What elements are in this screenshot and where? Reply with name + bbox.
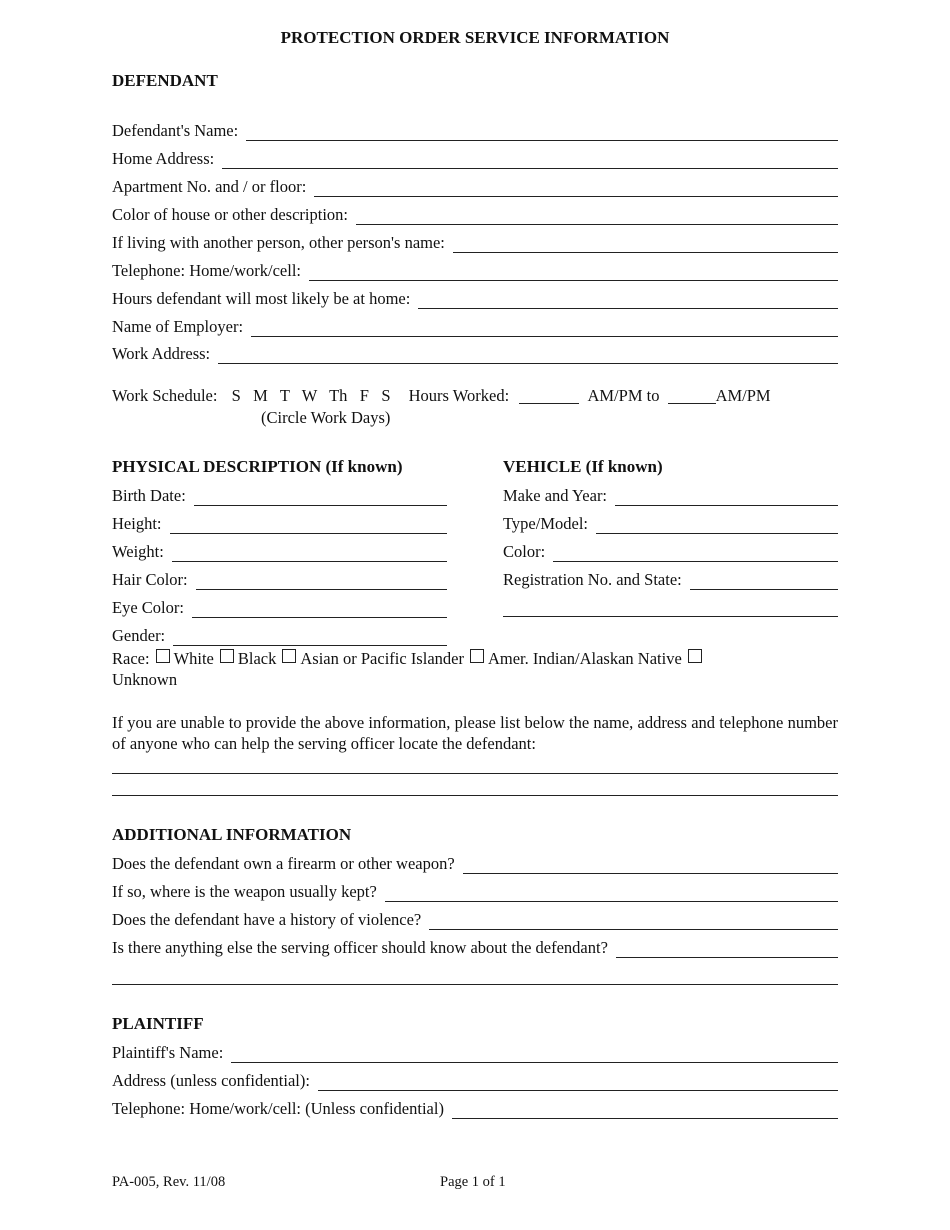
field-label: If living with another person, other person's name:: [112, 233, 445, 252]
hair-color-field[interactable]: [112, 568, 447, 590]
input-line[interactable]: [314, 180, 838, 197]
input-line[interactable]: [218, 347, 838, 364]
field-label: Hair Color:: [112, 570, 188, 589]
field-label: Birth Date:: [112, 486, 186, 505]
race-black-checkbox[interactable]: [220, 649, 234, 663]
input-line[interactable]: [172, 545, 447, 562]
input-line[interactable]: [196, 573, 447, 590]
input-line[interactable]: [309, 264, 838, 281]
ampm-to-label: AM/PM to: [587, 386, 660, 405]
input-line[interactable]: [385, 885, 838, 902]
race-unknown-checkbox[interactable]: [688, 649, 702, 663]
type-model-field[interactable]: [503, 512, 838, 534]
physical-heading: PHYSICAL DESCRIPTION (If known): [112, 457, 403, 476]
hours-at-home-field[interactable]: [112, 287, 838, 309]
input-line[interactable]: [170, 517, 448, 534]
telephone-field[interactable]: [112, 259, 838, 281]
field-label: Telephone: Home/work/cell:: [112, 261, 301, 280]
race-option: Asian or Pacific Islander: [300, 649, 464, 668]
locate-line-1[interactable]: [112, 773, 838, 774]
work-days[interactable]: S M T W Th F S: [231, 386, 391, 405]
work-schedule-row: [112, 386, 838, 406]
work-address-field[interactable]: [112, 342, 838, 364]
field-label: Plaintiff's Name:: [112, 1043, 224, 1062]
input-line[interactable]: [463, 857, 838, 874]
vehicle-heading: VEHICLE (If known): [503, 457, 663, 476]
gender-field[interactable]: [112, 624, 447, 646]
additional-heading: ADDITIONAL INFORMATION: [112, 825, 352, 844]
race-option: Amer. Indian/Alaskan Native: [487, 649, 682, 668]
defendant-name-field[interactable]: [112, 119, 838, 141]
field-label: Make and Year:: [503, 486, 608, 505]
anything-else-line-2[interactable]: [112, 984, 838, 985]
plaintiff-heading: PLAINTIFF: [112, 1014, 204, 1033]
race-option: White: [173, 649, 214, 668]
registration-extra-line[interactable]: [503, 616, 838, 617]
input-line[interactable]: [173, 629, 447, 646]
plaintiff-address-field[interactable]: [112, 1069, 838, 1091]
input-line[interactable]: [690, 573, 838, 590]
vehicle-color-field[interactable]: [503, 540, 838, 562]
field-label: Apartment No. and / or floor:: [112, 177, 307, 196]
input-line[interactable]: [615, 489, 838, 506]
input-line[interactable]: [429, 913, 838, 930]
weight-field[interactable]: [112, 540, 447, 562]
input-line[interactable]: [616, 941, 838, 958]
hours-worked-label: Hours Worked:: [408, 386, 510, 405]
other-person-field[interactable]: [112, 231, 838, 253]
employer-field[interactable]: [112, 315, 838, 337]
input-line[interactable]: [231, 1046, 838, 1063]
apartment-field[interactable]: [112, 175, 838, 197]
field-label: Work Address:: [112, 344, 211, 363]
field-label: Color:: [503, 542, 546, 561]
birth-date-field[interactable]: [112, 484, 447, 506]
input-line[interactable]: [251, 320, 838, 337]
ampm-label: AM/PM: [715, 386, 771, 405]
violence-history-field[interactable]: [112, 908, 838, 930]
anything-else-field[interactable]: [112, 936, 838, 958]
form-id: PA-005, Rev. 11/08: [112, 1174, 226, 1190]
firearm-field[interactable]: [112, 852, 838, 874]
field-label: Name of Employer:: [112, 317, 244, 336]
input-line[interactable]: [318, 1074, 838, 1091]
field-label: Defendant's Name:: [112, 121, 239, 140]
page-number: Page 1 of 1: [440, 1174, 506, 1190]
race-label: Race:: [112, 649, 150, 668]
field-label: Gender:: [112, 626, 166, 645]
input-line[interactable]: [222, 152, 838, 169]
field-label: Hours defendant will most likely be at home:: [112, 289, 411, 308]
input-line[interactable]: [192, 601, 447, 618]
make-year-field[interactable]: [503, 484, 838, 506]
work-schedule-label: Work Schedule:: [112, 386, 218, 405]
field-label: Address (unless confidential):: [112, 1071, 310, 1090]
race-row: [112, 648, 838, 690]
registration-field[interactable]: [503, 568, 838, 590]
input-line[interactable]: [418, 292, 838, 309]
field-label: Does the defendant have a history of violence?: [112, 910, 422, 929]
input-line[interactable]: [452, 1102, 838, 1119]
house-description-field[interactable]: [112, 203, 838, 225]
field-label: Color of house or other description:: [112, 205, 348, 224]
input-line[interactable]: [553, 545, 838, 562]
field-label: Type/Model:: [503, 514, 588, 533]
race-option: Unknown: [112, 670, 178, 689]
race-native-checkbox[interactable]: [470, 649, 484, 663]
field-label: Is there anything else the serving officer should know about the defendant?: [112, 938, 608, 957]
field-label: Telephone: Home/work/cell: (Unless confidential): [112, 1099, 444, 1118]
plaintiff-name-field[interactable]: [112, 1041, 838, 1063]
field-label: Registration No. and State:: [503, 570, 682, 589]
field-label: Home Address:: [112, 149, 215, 168]
locate-instructions: If you are unable to provide the above information, please list below the name, address and telephone number of anyone who can help the serving officer locate the defendant:: [112, 713, 838, 753]
plaintiff-telephone-field[interactable]: [112, 1097, 838, 1119]
field-label: Eye Color:: [112, 598, 184, 617]
hours-start-input[interactable]: [519, 387, 579, 404]
height-field[interactable]: [112, 512, 447, 534]
form-title: PROTECTION ORDER SERVICE INFORMATION: [280, 28, 670, 47]
field-label: If so, where is the weapon usually kept?: [112, 882, 377, 901]
race-white-checkbox[interactable]: [156, 649, 170, 663]
field-label: Height:: [112, 514, 162, 533]
eye-color-field[interactable]: [112, 596, 447, 618]
hours-end-input[interactable]: [668, 387, 716, 404]
circle-work-days-note: (Circle Work Days): [261, 408, 391, 427]
field-label: Weight:: [112, 542, 164, 561]
input-line[interactable]: [246, 124, 838, 141]
weapon-location-field[interactable]: [112, 880, 838, 902]
input-line[interactable]: [194, 489, 447, 506]
defendant-heading: DEFENDANT: [112, 71, 218, 90]
input-line[interactable]: [453, 236, 838, 253]
locate-line-2[interactable]: [112, 795, 838, 796]
home-address-field[interactable]: [112, 147, 838, 169]
input-line[interactable]: [356, 208, 838, 225]
race-option: Black: [237, 649, 277, 668]
field-label: Does the defendant own a firearm or other weapon?: [112, 854, 455, 873]
race-asian-checkbox[interactable]: [282, 649, 296, 663]
input-line[interactable]: [596, 517, 838, 534]
